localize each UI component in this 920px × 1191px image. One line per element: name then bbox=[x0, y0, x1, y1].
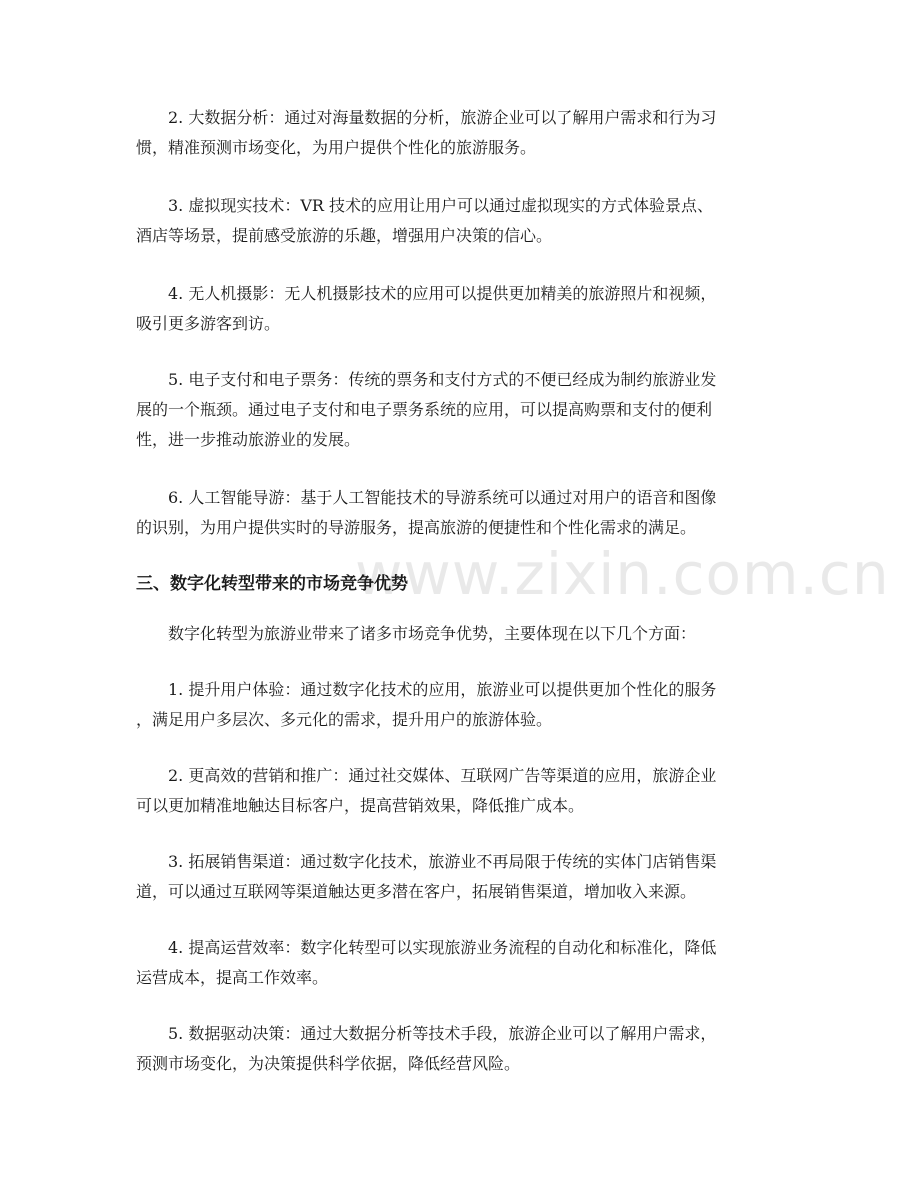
paragraph-ai-guide bbox=[136, 483, 786, 543]
paragraph-line: 可以更加精准地触达目标客户，提高营销效果，降低推广成本。 bbox=[136, 796, 585, 815]
paragraph-line: 3. 虚拟现实技术：VR 技术的应用让用户可以通过虚拟现实的方式体验景点、 bbox=[168, 196, 714, 215]
paragraph-vr bbox=[136, 191, 786, 251]
paragraph-e-payment bbox=[136, 365, 786, 455]
paragraph-line: 6. 人工智能导游：基于人工智能技术的导游系统可以通过对用户的语音和图像 bbox=[168, 488, 717, 507]
paragraph-line: 惯，精准预测市场变化，为用户提供个性化的旅游服务。 bbox=[136, 138, 537, 157]
paragraph-line: 4. 提高运营效率：数字化转型可以实现旅游业务流程的自动化和标准化，降低 bbox=[168, 938, 717, 957]
paragraph-line: 4. 无人机摄影：无人机摄影技术的应用可以提供更加精美的旅游照片和视频， bbox=[168, 284, 717, 303]
section-heading: 三、数字化转型带来的市场竞争优势 bbox=[136, 574, 408, 594]
paragraph-efficiency bbox=[136, 933, 786, 993]
paragraph-line: 酒店等场景，提前感受旅游的乐趣，增强用户决策的信心。 bbox=[136, 226, 553, 245]
paragraph-line: 运营成本，提高工作效率。 bbox=[136, 968, 329, 987]
paragraph-marketing bbox=[136, 761, 786, 821]
paragraph-big-data bbox=[136, 103, 786, 163]
paragraph-line: 性，进一步推动旅游业的发展。 bbox=[136, 430, 361, 449]
paragraph-line: 数字化转型为旅游业带来了诸多市场竞争优势，主要体现在以下几个方面： bbox=[168, 624, 697, 643]
paragraph-intro bbox=[136, 619, 786, 649]
paragraph-line: 吸引更多游客到访。 bbox=[136, 314, 281, 333]
paragraph-drone bbox=[136, 279, 786, 339]
paragraph-line: 5. 电子支付和电子票务：传统的票务和支付方式的不便已经成为制约旅游业发 bbox=[168, 370, 717, 389]
paragraph-user-experience bbox=[136, 675, 786, 735]
paragraph-line: 2. 更高效的营销和推广：通过社交媒体、互联网广告等渠道的应用，旅游企业 bbox=[168, 766, 717, 785]
paragraph-line: 5. 数据驱动决策：通过大数据分析等技术手段，旅游企业可以了解用户需求， bbox=[168, 1024, 717, 1043]
paragraph-line: 展的一个瓶颈。通过电子支付和电子票务系统的应用，可以提高购票和支付的便利 bbox=[136, 400, 713, 419]
paragraph-line: 预测市场变化，为决策提供科学依据，降低经营风险。 bbox=[136, 1054, 521, 1073]
paragraph-data-driven bbox=[136, 1019, 786, 1079]
paragraph-line: 道，可以通过互联网等渠道触达更多潜在客户，拓展销售渠道，增加收入来源。 bbox=[136, 882, 697, 901]
paragraph-line: 的识别，为用户提供实时的导游服务，提高旅游的便捷性和个性化需求的满足。 bbox=[136, 518, 697, 537]
paragraph-line: ，满足用户多层次、多元化的需求，提升用户的旅游体验。 bbox=[136, 710, 553, 729]
watermark: www.zixin.com.cn bbox=[355, 540, 890, 608]
paragraph-sales-channels bbox=[136, 847, 786, 907]
paragraph-line: 2. 大数据分析：通过对海量数据的分析，旅游企业可以了解用户需求和行为习 bbox=[168, 108, 717, 127]
paragraph-line: 1. 提升用户体验：通过数字化技术的应用，旅游业可以提供更加个性化的服务 bbox=[168, 680, 717, 699]
paragraph-line: 3. 拓展销售渠道：通过数字化技术，旅游业不再局限于传统的实体门店销售渠 bbox=[168, 852, 717, 871]
